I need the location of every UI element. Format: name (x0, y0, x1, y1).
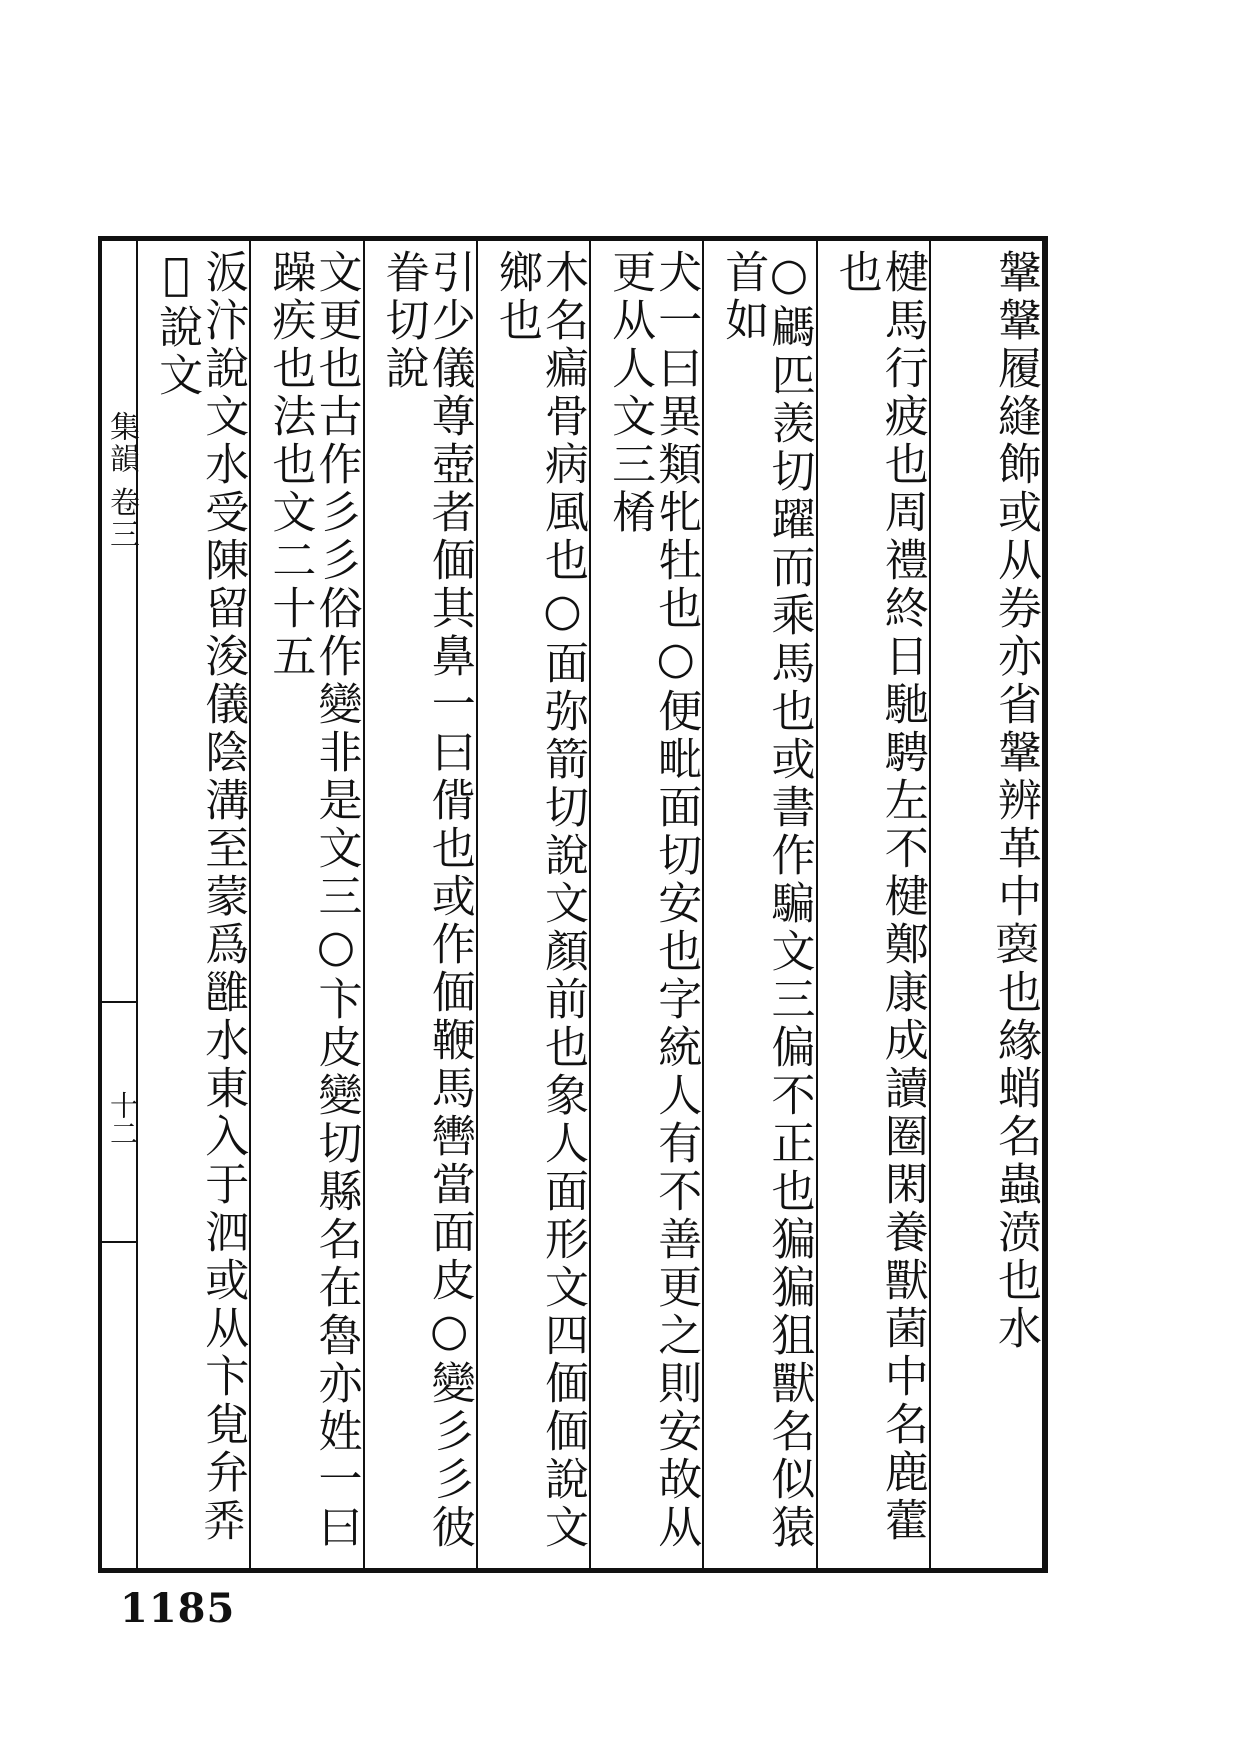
text-column-3: ○騗匹羡切躍而乘馬也或書作騙文三偏不正也猵猵狙獸名似猿首如 (702, 241, 815, 1568)
margin-rule (102, 1241, 138, 1243)
page-frame (98, 236, 1048, 1573)
margin-column (102, 241, 138, 1568)
text-column-8: 汳汴說文水受陳留浚儀陰溝至蒙爲雝水東入于泗或从卞覍弁𢍏𦀲說文 (151, 249, 249, 1545)
text-column-4: 犬一曰異類牝牡也○便毗面切安也字統人有不善更之則安故从更从人文三㮁 (589, 241, 702, 1568)
margin-title: 集韻 卷三 (104, 411, 139, 551)
page-number: 1185 (120, 1585, 236, 1632)
text-column-5: 木名㾫骨病風也○面弥箭切說文顏前也象人面形文四偭偭說文鄉也 (476, 241, 589, 1568)
text-column-2: 楗馬行疲也周禮終日馳騁左不楗鄭康成讀圈閑養獸菌中名鹿藿也 (816, 241, 929, 1568)
margin-folio: 十二 (106, 1091, 139, 1147)
text-column-7: 文更也古作彡彡俗作變非是文三○卞皮變切縣名在魯亦姓一曰躁疾也法也文二十五 (249, 241, 362, 1568)
text-column-1: 鞶鞶履縫飾或从券亦省鞶辨革中𧜟也緣蛸名蟲𣸣也水 (929, 241, 1042, 1568)
text-column-6: 引少儀尊壺者偭其鼻一曰偝也或作偭鞭馬轡當面皮○變彡彡彼眷切說 (363, 241, 476, 1568)
text-columns (138, 241, 1042, 1568)
margin-rule (102, 1001, 138, 1003)
